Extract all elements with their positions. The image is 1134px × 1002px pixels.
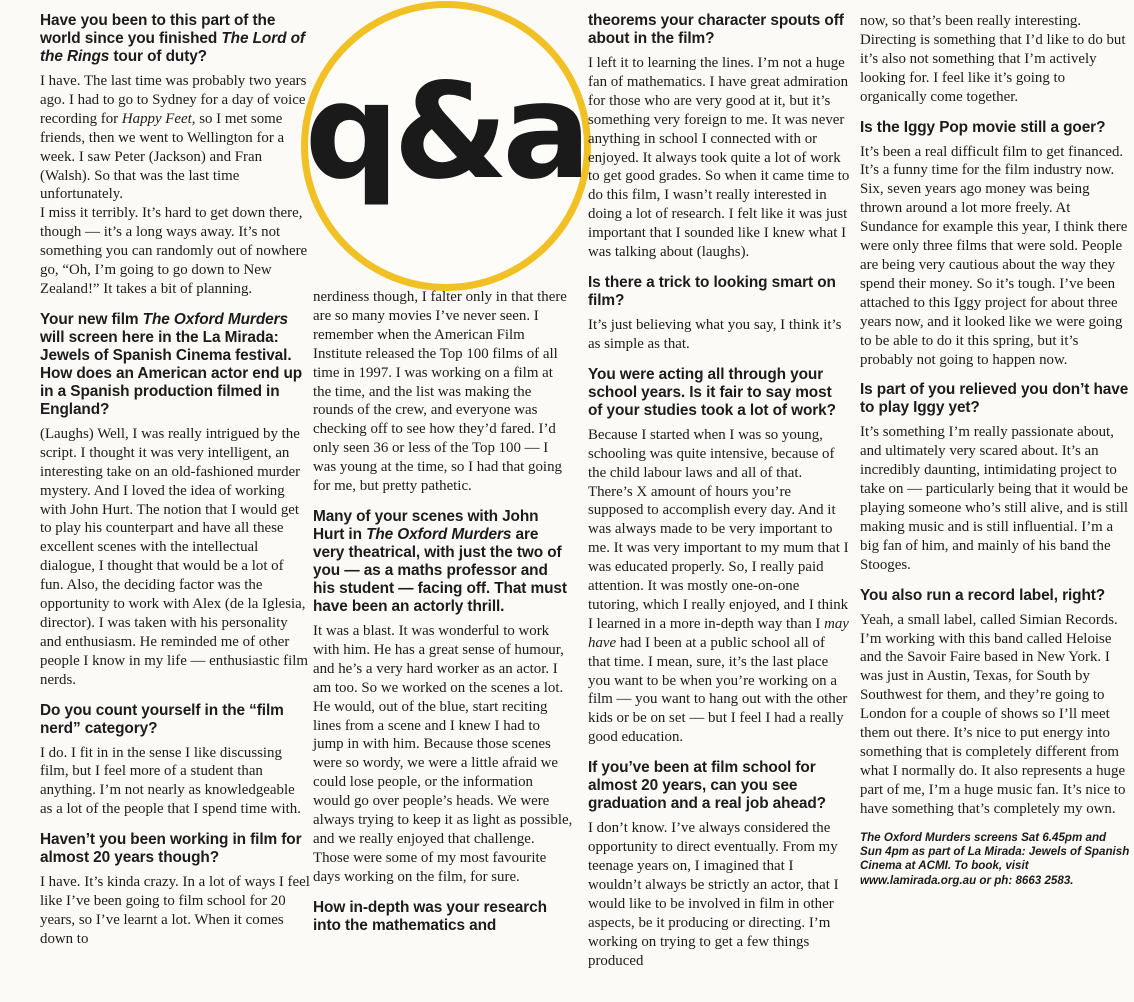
- interview-question: Have you been to this part of the world since you finished The Lord of the Rings tour of duty?: [40, 12, 305, 65]
- interview-answer: (Laughs) Well, I was really intrigued by the script. I thought it was very intelligent, an interesting take on an old-fashioned murder mystery. And I loved the idea of working with John Hurt. The notion that I would get to play his counterpart and have all these excellent scenes with the intellectual dialogue, I thought that would be a lot of fun. Also, the deciding factor was the opportunity to work with Alex (de la Iglesia, director). I was taken with his personality and enthusiasm. He reminded me of other people I know in my life — enthusiastic film nerds.: [40, 425, 308, 688]
- interview-question: theorems your character spouts off about in the film?: [588, 12, 844, 47]
- interview-question: Is there a trick to looking smart on film?: [588, 273, 836, 309]
- interview-question: Is the Iggy Pop movie still a goer?: [860, 118, 1106, 136]
- qa-logo: [300, 0, 592, 292]
- interview-question: Your new film The Oxford Murders will screen here in the La Mirada: Jewels of Spanish Cinema festival. How does an American actor end up in a Spanish production filmed in England?: [40, 310, 303, 418]
- column-1: [40, 12, 310, 961]
- qa-logo-text: q&a: [304, 55, 586, 209]
- interview-question: Is part of you relieved you don’t have to play Iggy yet?: [860, 381, 1129, 417]
- column-4: [860, 12, 1130, 900]
- interview-answer: It’s been a real difficult film to get financed. It’s a funny time for the film industry now. Six, seven years ago money was being thrown around a lot more freely. At Sundance for example this year, I think there were only three films that were sold. People are being very cautious about the way they spend their money. So it’s tough. I’ve been attached to this Iggy project for about three years now, and it looked like we were going to be able to do it this spring, but it’s probably not going to happen now.: [860, 143, 1128, 368]
- interview-answer: Because I started when I was so young, schooling was quite intensive, because of the child labour laws and all of that. There’s X amount of hours you’re supposed to accomplish every day. And it was always made to be very important to me. It was very important to my mum that I was educated properly. So, I really paid attention. It was mostly one-on-one tutoring, which I really enjoyed, and I think I learned in a more in-depth way than I may have had I been at a public school all of that time. I mean, sure, it’s the last place you want to be when you’re working on a film — you want to hang out with the other kids or be on set — but I feel I had a really good education.: [588, 426, 849, 746]
- interview-question: Do you count yourself in the “film nerd” category?: [40, 701, 284, 737]
- column-3: [588, 12, 850, 982]
- interview-answer: nerdiness though, I falter only in that there are so many movies I’ve never seen. I remember when the American Film Institute released the Top 100 films of all time in 1997. I was working on a film at the time, and the list was making the rounds of the crew, and everyone was checking off to see how they’d fared. I’d only seen 36 or less of the Top 100 — I was young at the time, so I had that going for me, but pretty pathetic.: [313, 289, 567, 495]
- interview-question: You were acting all through your school years. Is it fair to say most of your studies took a lot of work?: [588, 365, 836, 419]
- interview-answer: It’s something I’m really passionate about, and ultimately very scared about. It’s an incredibly daunting, intimidating project to take on — particularly being that it would be playing someone who’s still alive, and is still making music and is still influential. I’m a big fan of him, and mainly of his band the Stooges.: [860, 424, 1129, 573]
- interview-question: How in-depth was your research into the mathematics and: [313, 898, 547, 934]
- screening-info: The Oxford Murders screens Sat 6.45pm and Sun 4pm as part of La Mirada: Jewels of Spanish Cinema at ACMI. To book, visit www.lamirada.org.au or ph: 8663 2583.: [860, 830, 1130, 887]
- interview-answer: I have. It’s kinda crazy. In a lot of ways I feel like I’ve been going to film school for 20 years, so I’ve learnt a lot. When it comes down to: [40, 874, 310, 947]
- interview-answer: Yeah, a small label, called Simian Records. I’m working with this band called Heloise and the Savoir Faire based in New York. I was just in Austin, Texas, for South by Southwest for them, and they’re going to London for a couple of shows so I’ll meet them out there. It’s nice to put energy into something that is completely different from what I normally do. It also represents a huge part of me, I’m a huge music fan. It’s nice to have something that’s completely my own.: [860, 611, 1126, 817]
- interview-answer: It was a blast. It was wonderful to work with him. He has a great sense of humour, and he’s a very hard worker as an actor. I am too. So we worked on the scenes a lot. He would, out of the blue, start reciting lines from a scene and I knew I had to jump in with him. Because those scenes were so wordy, we were a little afraid we could lose people, or the information would go over people’s heads. We were always trying to keep it as light as possible, and we really enjoyed that challenge. Those were some of my most favourite days working on the film, for sure.: [313, 622, 573, 885]
- interview-answer: I don’t know. I’ve always considered the opportunity to direct eventually. From my teenage years on, I imagined that I wouldn’t always be strictly an actor, that I would like to be involved in film in other aspects, be it producing or directing. I’m working on trying to get a few things produced: [588, 820, 839, 969]
- interview-question: Many of your scenes with John Hurt in The Oxford Murders are very theatrical, with just the two of you — as a maths professor and his student — facing off. That must have been an actorly thrill.: [313, 507, 567, 615]
- interview-question: Haven’t you been working in film for almost 20 years though?: [40, 831, 302, 867]
- interview-answer: I have. The last time was probably two years ago. I had to go to Sydney for a day of voice recording for Happy Feet, so I met some friends, then we went to Wellington for a week. I saw Peter (Jackson) and Fran (Walsh). So that was the last time unfortunately.: [40, 73, 307, 203]
- interview-answer: I left it to learning the lines. I’m not a huge fan of mathematics. I have great admiration for those who are very good at it, but it’s something very foreign to me. It was never anything in school I connected with or enjoyed. It always took quite a lot of work to get good grades. So when it came time to do this film, I wasn’t really interested in doing a lot of research. I felt like it was just important that I sounded like I knew what I was talking about (laughs).: [588, 55, 850, 261]
- interview-answer: I miss it terribly. It’s hard to get down there, though — it’s a long ways away. It’s not something you can randomly out of nowhere go, “Oh, I’m going to go down to New Zealand!” It takes a bit of planning.: [40, 205, 308, 297]
- interview-answer: It’s just believing what you say, I think it’s as simple as that.: [588, 316, 842, 352]
- interview-question: If you’ve been at film school for almost 20 years, can you see graduation and a real job ahead?: [588, 759, 826, 813]
- column-2: [313, 288, 573, 941]
- interview-answer: now, so that’s been really interesting. Directing is something that I’d like to do but it’s also not something that I’m actively looking for. I feel like it’s going to organically come together.: [860, 13, 1126, 105]
- interview-question: You also run a record label, right?: [860, 586, 1106, 604]
- interview-answer: I do. I fit in in the sense I like discussing film, but I feel more of a student than anything. I’m not nearly as knowledgeable as a lot of the people that I spend time with.: [40, 744, 301, 818]
